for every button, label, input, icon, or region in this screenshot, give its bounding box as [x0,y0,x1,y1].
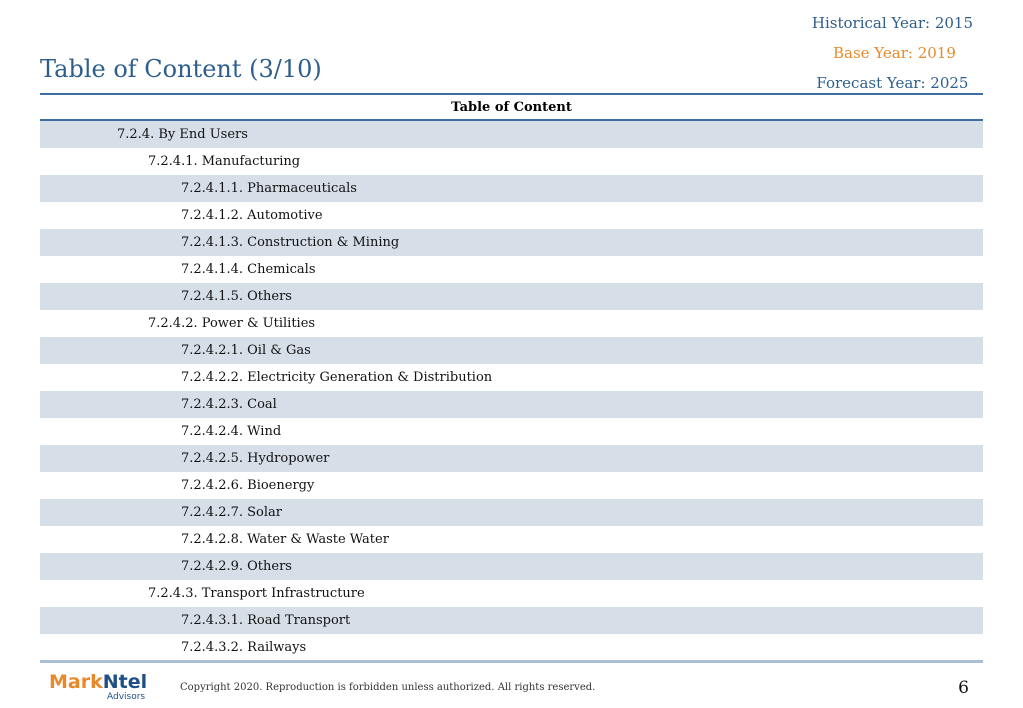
footer-divider [40,660,983,663]
copyright-notice: Copyright 2020. Reproduction is forbidden unless authorized. All rights reserved. [180,682,596,693]
toc-row: 7.2.4.3.1. Road Transport [40,607,983,634]
page-title: Table of Content (3/10) [40,55,322,83]
toc-row: 7.2.4. By End Users [40,121,983,148]
toc-row: 7.2.4.1.4. Chemicals [181,262,316,277]
year-info [812,8,973,98]
forecast-year: Forecast Year: 2025 [816,74,969,92]
toc-row: 7.2.4.1.3. Construction & Mining [40,229,983,256]
toc-row: 7.2.4.2.8. Water & Waste Water [181,532,389,547]
toc-row: 7.2.4.1.1. Pharmaceuticals [40,175,983,202]
toc-row: 7.2.4.1.5. Others [40,283,983,310]
toc-row: 7.2.4.1.2. Automotive [181,208,323,223]
toc-row: 7.2.4.2.2. Electricity Generation & Distribution [181,370,493,385]
toc-row: 7.2.4.3. Transport Infrastructure [148,586,365,601]
toc-table [40,95,983,661]
toc-row: 7.2.4.2.5. Hydropower [40,445,983,472]
toc-table-heading: Table of Content [40,95,983,121]
page-number: 6 [958,678,969,698]
toc-row: 7.2.4.2. Power & Utilities [148,316,316,331]
toc-row: 7.2.4.2.1. Oil & Gas [40,337,983,364]
logo-mark-text: Mark [49,671,103,693]
toc-rows [40,121,983,661]
toc-row: 7.2.4.2.9. Others [40,553,983,580]
historical-year: Historical Year: 2015 [811,14,973,32]
base-year: Base Year: 2019 [832,44,956,62]
toc-row: 7.2.4.2.3. Coal [40,391,983,418]
markntel-logo [49,672,147,702]
toc-row: 7.2.4.2.6. Bioenergy [181,478,315,493]
logo-subtitle: Advisors [107,692,146,702]
toc-row: 7.2.4.2.7. Solar [40,499,983,526]
toc-row: 7.2.4.1. Manufacturing [148,154,301,169]
toc-row: 7.2.4.2.4. Wind [181,424,282,439]
logo-ntel-text: Ntel [102,671,148,693]
toc-row: 7.2.4.3.2. Railways [181,640,307,655]
